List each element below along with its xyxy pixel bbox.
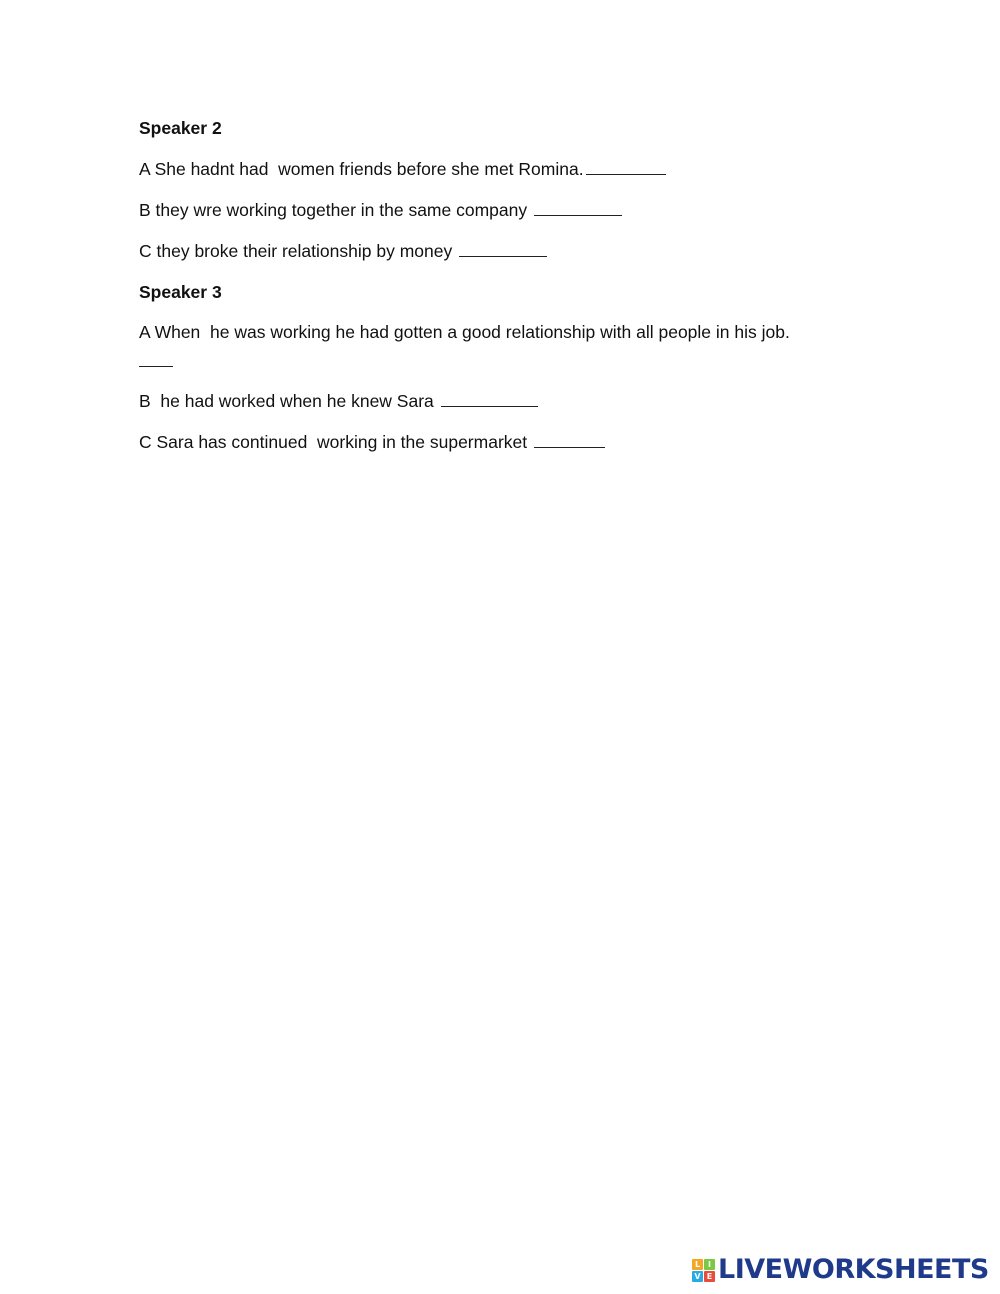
speaker-2-item-c [139, 240, 547, 262]
item-text: A When he was working he had gotten a good relationship with all people in his job. [139, 322, 790, 342]
speaker-3-item-a-blank-line [139, 350, 173, 372]
speaker-3-item-b [139, 390, 538, 412]
answer-blank[interactable] [586, 158, 666, 175]
answer-blank[interactable] [459, 240, 547, 257]
item-text: C Sara has continued working in the supermarket [139, 432, 532, 452]
speaker-2-item-a [139, 158, 666, 180]
speaker-2-item-b [139, 199, 622, 221]
logo-wordmark: LIVEWORKSHEETS [718, 1254, 989, 1285]
logo-grid-icon [692, 1259, 715, 1282]
logo-letter-e: E [704, 1271, 715, 1282]
liveworksheets-logo [692, 1255, 989, 1285]
logo-letter-l: L [692, 1259, 703, 1270]
item-text: B he had worked when he knew Sara [139, 391, 439, 411]
item-text: A She hadnt had women friends before she met Romina. [139, 159, 584, 179]
answer-blank[interactable] [534, 431, 605, 448]
speaker-3-heading: Speaker 3 [139, 282, 222, 302]
speaker-2-heading: Speaker 2 [139, 118, 222, 138]
item-text: B they wre working together in the same company [139, 200, 532, 220]
answer-blank[interactable] [441, 390, 538, 407]
item-text: C they broke their relationship by money [139, 241, 458, 261]
answer-blank[interactable] [534, 199, 622, 216]
answer-blank[interactable] [139, 350, 173, 367]
logo-letter-i: I [704, 1259, 715, 1270]
speaker-3-item-c [139, 431, 605, 453]
speaker-3-item-a [139, 321, 790, 343]
logo-letter-v: V [692, 1271, 703, 1282]
